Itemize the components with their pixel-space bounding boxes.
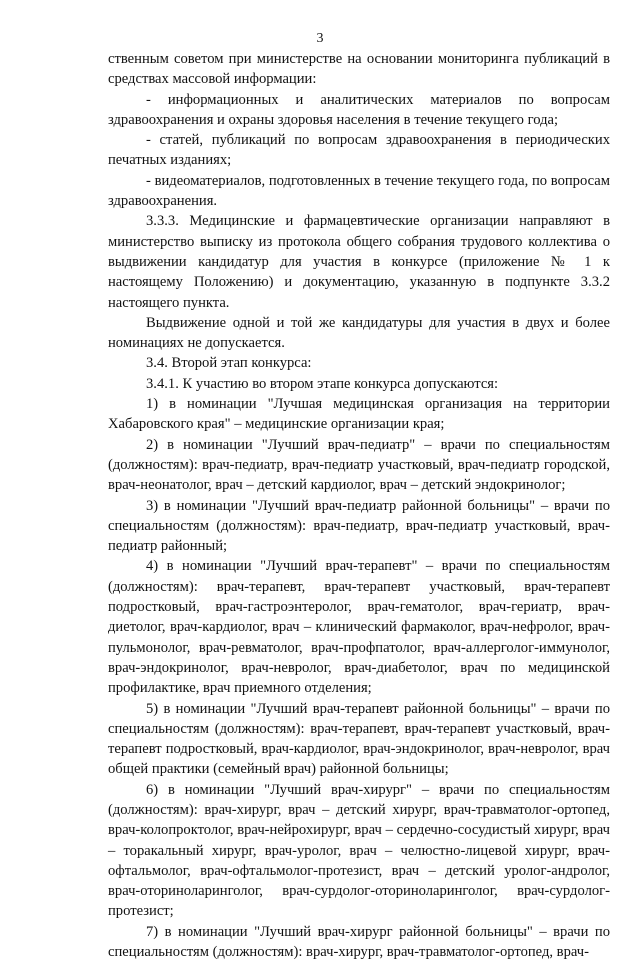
list-item-information-materials: - информационных и аналитических материалов по вопросам здравоохранения и охраны здоровья населения в течение текущего года; xyxy=(108,91,610,128)
nomination-item-7: 7) в номинации "Лучший врач-хирург районной больницы" – врачи по специальностям (должностям): врач-хирург, врач-травматолог-ортопед, врач- xyxy=(108,923,610,961)
page-number: 3 xyxy=(316,31,324,46)
document-body xyxy=(108,49,610,962)
clause-3-4-1: 3.4.1. К участию во втором этапе конкурса допускаются: xyxy=(146,375,499,392)
clause-3-3-3: 3.3.3. Медицинские и фармацевтические организации направляют в министерство выписку из протокола общего собрания трудового коллектива о выдвижении кандидатур для участия в конкурсе (приложение № 1 к настоящему Положению) и документацию, указанную в подпункте 3.3.2 настоящего пункта. xyxy=(108,213,610,311)
nomination-item-3: 3) в номинации "Лучший врач-педиатр районной больницы" – врачи по специальностям (должностям): врач-педиатр, врач-педиатр участковый, врач-педиатр районный; xyxy=(108,497,610,555)
paragraph-continuation: ственным советом при министерстве на основании мониторинга публикаций в средствах массовой информации: xyxy=(108,51,610,88)
list-item-articles: - статей, публикаций по вопросам здравоохранения в периодических печатных изданиях; xyxy=(108,132,610,169)
nomination-item-4: 4) в номинации "Лучший врач-терапевт" – врачи по специальностям (должностям): врач-терапевт, врач-терапевт участковый, врач-терапевт подростковый, врач-гастроэнтеролог, врач-гематолог, врач-гериатр, врач-диетолог, врач-кардиолог, врач – клинический фармаколог, врач-нефролог, врач-пульмонолог, врач-ревматолог, врач-профпатолог, врач-аллерголог-иммунолог, врач-эндокринолог, врач-невролог, врач-диабетолог, врач по медицинской профилактике, врач приемного отделения; xyxy=(108,558,610,697)
nomination-item-6: 6) в номинации "Лучший врач-хирург" – врачи по специальностям (должностям): врач-хирург, врач – детский хирург, врач-травматолог-ортопед, врач-колопроктолог, врач-нейрохирург, врач – сердечно-сосудистый хирург, врач – торакальный хирург, врач-уролог, врач – челюстно-лицевой хирург, врач-офтальмолог, врач-офтальмолог-протезист, врач – детский уролог-андролог, врач-оториноларинголог, врач-сурдолог-оториноларинголог, врач-сурдолог-протезист; xyxy=(108,781,610,920)
nomination-item-5: 5) в номинации "Лучший врач-терапевт районной больницы" – врачи по специальностям (должностям): врач-терапевт, врач-терапевт участковый, врач-терапевт подростковый, врач-кардиолог, врач-эндокринолог, врач-невролог, врач общей практики (семейный врач) районной больницы; xyxy=(108,700,610,778)
nomination-item-2: 2) в номинации "Лучший врач-педиатр" – врачи по специальностям (должностям): врач-педиатр, врач-педиатр участковый, врач-педиатр городской, врач-неонатолог, врач – детский кардиолог, врач – детский эндокринолог; xyxy=(108,436,610,494)
list-item-video-materials: - видеоматериалов, подготовленных в течение текущего года, по вопросам здравоохранения. xyxy=(108,172,610,210)
heading-3-4: 3.4. Второй этап конкурса: xyxy=(146,355,312,372)
paragraph-nomination-restriction: Выдвижение одной и той же кандидатуры для участия в двух и более номинациях не допускается. xyxy=(108,314,610,352)
nomination-item-1: 1) в номинации "Лучшая медицинская организация на территории Хабаровского края" – медицинские организации края; xyxy=(108,396,610,433)
